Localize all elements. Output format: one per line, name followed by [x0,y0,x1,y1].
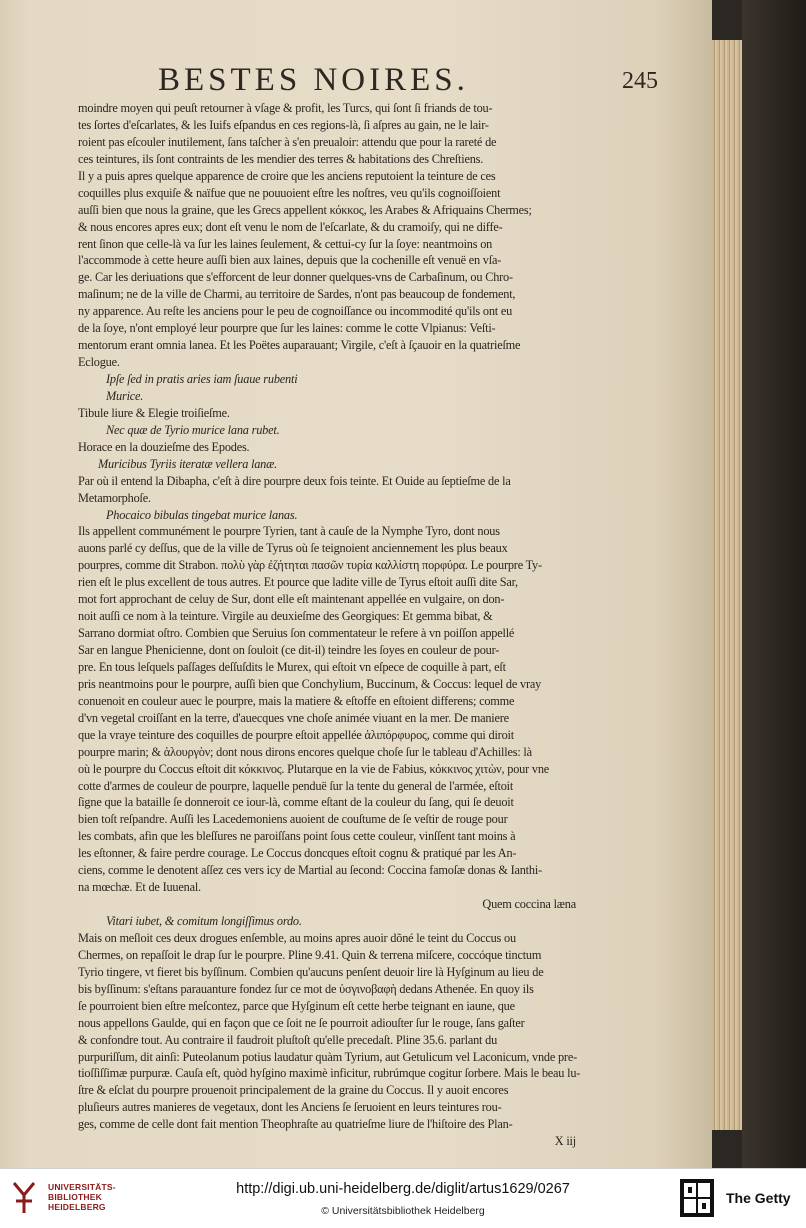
text-line: bien toſt reſpandre. Auſſi les Lacedemoniens auoient de couſtume de ſe veſtir de rouge pour [78,812,508,827]
text-line: Par où il entend la Dibapha, c'eſt à dire pourpre deux fois teinte. Et Ouide au ſeptieſme de la [78,473,511,488]
viewer-footer [0,1168,806,1228]
getty-mark-icon [680,1179,714,1217]
getty-logo[interactable] [680,1177,800,1221]
text-line: ſtre & eſclat du pourpre prouenoit principalement de la graine du Coccus. Il y auoit encores [78,1083,509,1098]
text-line: Ils appellent communément le pourpre Tyrien, tant à cauſe de la Nymphe Tyro, dont nous [78,524,500,539]
verse-line: Ipſe ſed in pratis aries iam ſuaue rubenti [106,372,298,386]
text-line: conuenoit en couleur auec le pourpre, mais la matiere & eſtoffe en eſtoient differens; comme [78,693,515,708]
getty-name: The Getty [726,1190,791,1206]
ub-name: UNIVERSITÄTS- BIBLIOTHEK HEIDELBERG [48,1182,116,1212]
text-line: Horace en la douzieſme des Epodes. [78,439,250,454]
text-line: pris neantmoins pour le pourpre, auſſi bien que Conchylium, Buccinum, & Coccus: lequel de vray [78,676,542,691]
text-line: Sarrano dormiat oſtro. Combien que Seruius ſon commentateur le refere à vn poiſſon appellé [78,626,515,641]
text-line: maſinum; ne de la ville de Charmi, au territoire de Sardes, n'ont pas beaucoup de fondement, [78,287,516,302]
verse-line: Nec quæ de Tyrio murice lana rubet. [106,422,280,437]
text-line: & confondre tout. Au contraire il faudroit pluſtoſt qu'elle precedaſt. Pline 35.6. parlant du [78,1032,498,1047]
copyright-notice: © Universitätsbibliothek Heidelberg [321,1205,485,1217]
text-line: Mais on meſloit ces deux drogues enſemble, au moins apres auoir dõné le teint du Coccus ou [78,930,516,945]
text-line: tioſſiſſimæ purpuræ. Cauſa eſt, quòd hyſgino maximè inficitur, rubrúmque cogitur ſorbere. Mais le beau lu- [78,1066,581,1081]
text-line: ge. Car les deriuations que s'efforcent de leur donner quelques-vns de Carbaſinum, ou Chro- [78,270,513,285]
text-line: rien eſt le plus excellent de tous autres. Et pource que ladite ville de Tyrus eſtoit auſſi dite Sar, [78,575,518,590]
text-line: l'accommode à cette heure auſſi bien aux laines, depuis que la cochenille eſt venuë en vſa- [78,253,502,268]
text-line: auſſi bien que nous la graine, que les Grecs appellent κόκκος, les Arabes & Afriquains Chermes; [78,202,532,217]
text-line: Chermes, on repaſſoit le drap ſur le pourpre. Pline 9.41. Quin & terrena miſcere, coccóque tinctum [78,947,542,962]
text-line: purpuriſſum, dit ainſi: Puteolanum potius laudatur quàm Tyrium, aut Getulicum vel Laconicum, vnde pre- [78,1049,577,1064]
verse-line: Vitari iubet, & comitum longiſſimus ordo. [106,914,302,928]
text-line: ges, comme de celle dont fait mention Theophraſte au quatrieſme liure de l'hiſtoire des Plan- [78,1117,513,1132]
text-line: tes ſortes d'eſcarlates, & les Iuifs eſpandus en ces regions-là, ſi aſpres au gain, ne le lair- [78,117,489,132]
text-line: les eſtonner, & faire perdre courage. Le Coccus doncques eſtoit cognu & pratiqué par les An- [78,846,517,861]
signature-mark: X iij [554,1134,576,1149]
text-line: nous appellons Gaulde, qui en façon que ce ſoit ne ſe pourroit adiouſter ſur le rouge, ſans gaſter [78,1015,525,1030]
text-line: Eclogue. [78,355,120,370]
running-head: BESTES NOIRES. [158,62,469,98]
text-line: d'vn vegetal croiſſant en la terre, d'auecques vne choſe animée viuant en la mer. De maniere [78,710,509,725]
text-line: pluſieurs autres manieres de vegetaux, dont les Anciens ſe ſeruoient en leurs teintures rou- [78,1100,502,1115]
text-line: pourpre marin; & ἁλουργὸν; dont nous dirons encores quelque choſe ſur le tableau d'Achilles: là [78,744,532,759]
text-line: Tyrio tingere, vt fieret bis byſſinum. Combien qu'aucuns penſent deuoir lire là Hyſginum au lieu de [78,964,544,979]
text-line: na mœchæ. Et de Iuuenal. [78,880,201,895]
text-line: pre. En tous leſquels paſſages deſſuſdits le Murex, qui eſtoit vn eſpece de coquille à part, eſt [78,659,506,674]
text-line: moindre moyen qui peuſt retourner à vſage & profit, les Turcs, qui ſont ſi friands de tou- [78,101,493,115]
text-line: rent ſinon que celle-là va ſur les laines ſeulement, & cettui-cy ſur la ſoye: neantmoins on [78,236,493,251]
text-line: ces teintures, ils ſont contraints de les mendier des terres & habitations des Chreſtiens. [78,151,484,166]
text-line: roient pas eſcouler inutilement, ſans taſcher à s'en preualoir: attendu que pour la rareté de [78,134,497,149]
text-line: mentorum erant omnia lanea. Et les Poëtes auparauant; Virgile, c'eſt à ſçauoir en la quatrieſme [78,338,521,353]
text-line: mot fort approchant de celuy de Sur, dont elle eſt maintenant appellée en vulgaire, on don- [78,592,505,607]
text-line: coquilles plus exquiſe & naïfue que ne pouuoient eſtre les noſtres, veu qu'ils cognoiſſoient [78,185,501,200]
text-line: Il y a puis apres quelque apparence de croire que les anciens reputoient la teinture de ces [78,168,496,183]
page-url-link[interactable]: http://digi.ub.uni-heidelberg.de/diglit/artus1629/0267 [236,1181,570,1197]
page-header [78,62,660,100]
text-line: où le pourpre du Coccus eſtoit dit κόκκινος. Plutarque en la vie de Fabius, κόκκινος χιτὼν, pour vne [78,761,550,776]
text-line: noit auſſi ce nom à la teinture. Virgile au deuxieſme des Georgiques: Et gemma bibat, & [78,609,493,624]
text-line: Tibule liure & Elegie troiſieſme. [78,405,230,420]
text-line: ciens, comme le denotent aſſez ces vers icy de Martial au ſecond: Coccina famoſæ donas & Ianthi- [78,863,542,878]
body-text [78,100,660,1133]
text-line: Metamorphoſe. [78,490,151,505]
verse-line: Quem coccina læna [482,897,576,912]
text-line: cotte d'armes de couleur de pourpre, laquelle penduë ſur la tente du general de l'armée, eſtoit [78,778,514,793]
text-line: ſigne que la bataille ſe donneroit ce iour-là, comme eſtant de la couleur du ſang, qui ſe deuoit [78,795,514,810]
page-edges [712,40,742,1130]
text-line: Sar en langue Phenicienne, dont on ſouloit (ce dit-il) teindre les ſoyes en couleur de pour- [78,643,500,657]
verse-line: Murice. [106,388,144,403]
text-line: de la ſoye, n'ont employé leur pourpre que ſur les laines: comme le cotte Vlpianus: Veſti- [78,321,496,336]
verse-line: Muricibus Tyriis iteratæ vellera lanæ. [98,456,278,471]
page-text-block [78,62,660,1150]
text-line: ſe pourroient bien eſtre meſcontez, parce que Hyſginum eſt cette herbe teignant en iaune, que [78,998,515,1013]
verse-line: Phocaico bibulas tingebat murice lanas. [106,507,298,522]
text-line: les combats, afin que les bleſſures ne paroiſſans point ſous cette couleur, vinſſent tant moins à [78,829,516,844]
text-line: que la vraye teinture des coquilles de pourpre eſtoit appellée ἁλιπόρφυρος, comme qui diroit [78,727,514,742]
text-line: pourpres, comme dit Strabon. πολὺ γὰρ ἐζήτηται πασῶν τυρία καλλίστη πορφύρα. Le pourpre Ty- [78,558,542,573]
text-line: & nous encores apres eux; dont eſt venu le nom de l'eſcarlate, & du cramoiſy, qui ne diffe- [78,219,503,234]
text-line: auons parlé cy deſſus, que de la ville de Tyrus où ſe teignoient anciennement les plus beaux [78,541,508,556]
text-line: ny apparence. Au reſte les anciens pour le peu de cognoiſſance ou incommodité qu'ils ont eu [78,304,513,319]
book-cover [742,0,806,1168]
text-line: bis byſſinum: s'eſtans parauanture fondez ſur ce mot de ὑσγινοβαφὴ dedans Athenée. En quoy ils [78,981,534,996]
page-number: 245 [622,68,658,94]
